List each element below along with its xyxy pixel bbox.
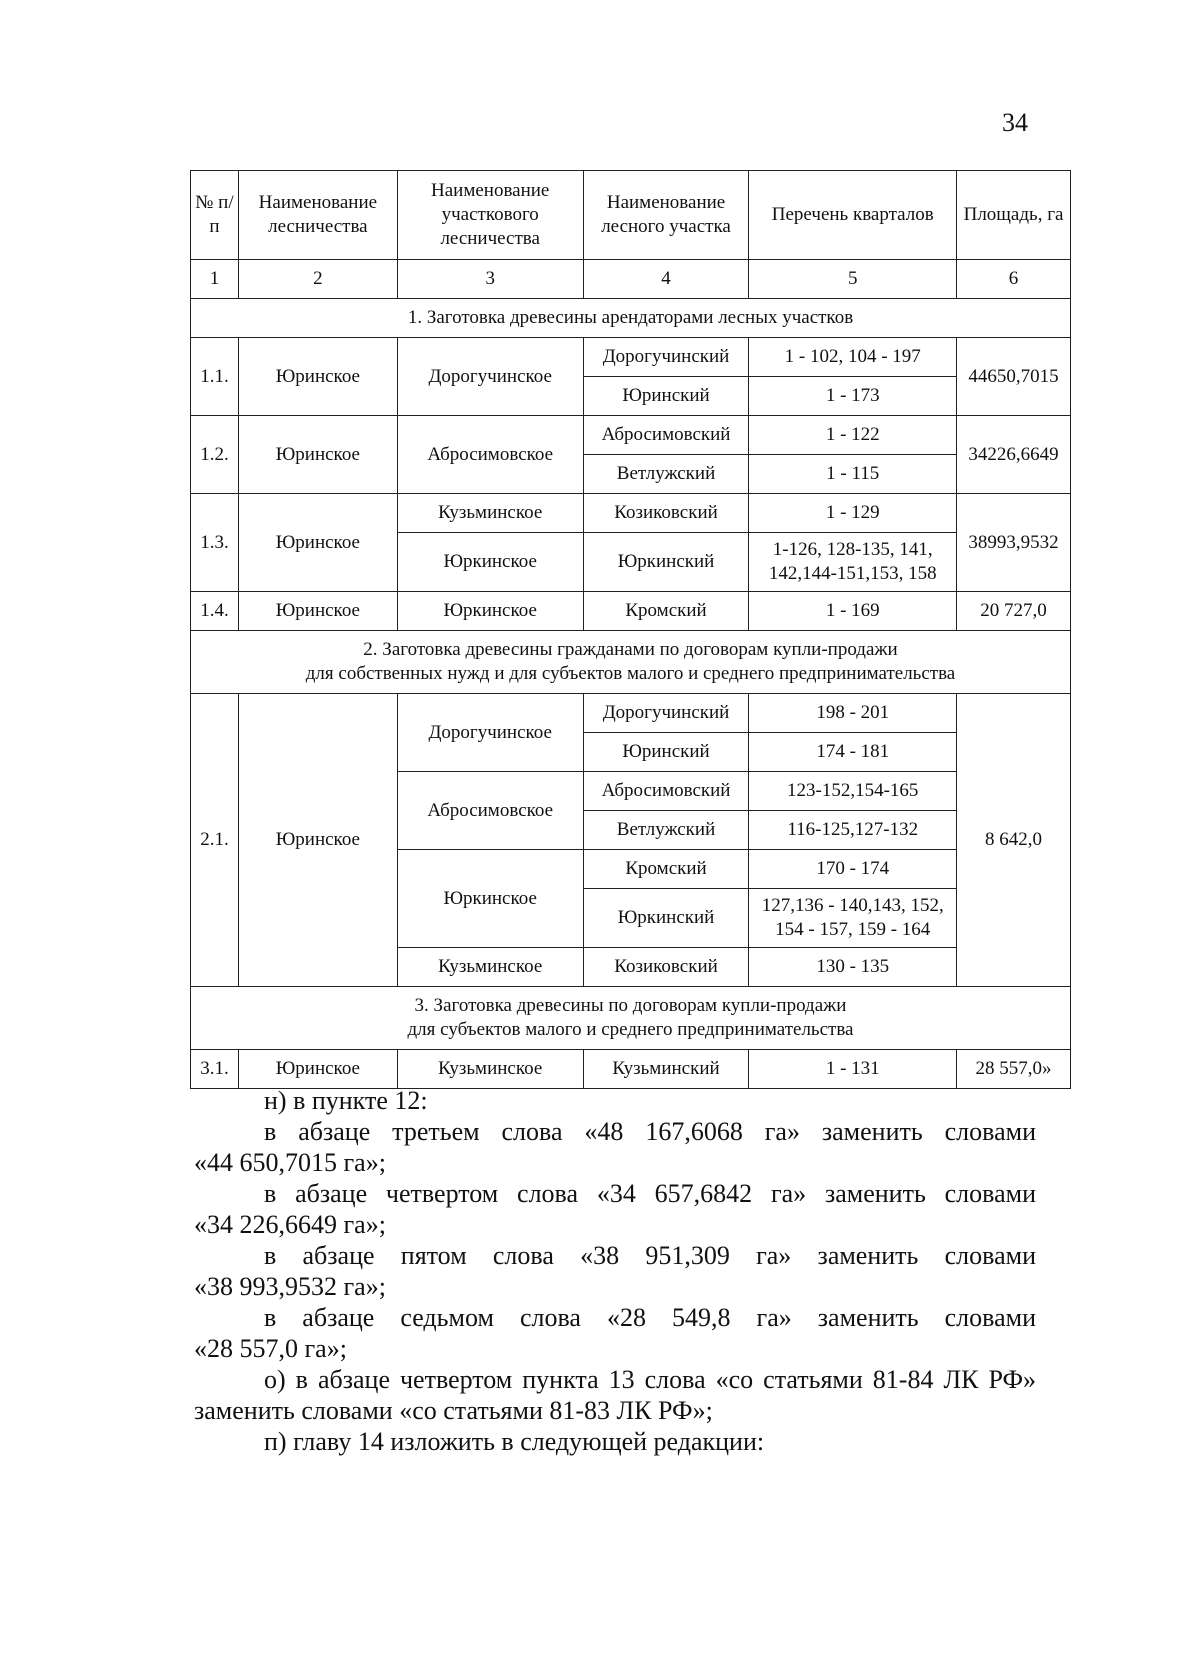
table-row	[191, 494, 1071, 533]
text-line: н) в пункте 12:	[264, 1086, 428, 1115]
quarters-line: 1-126, 128-135, 141,	[772, 539, 933, 560]
district-forestry-name: Абросимовское	[397, 772, 583, 850]
area-value: 20 727,0	[957, 592, 1071, 631]
area-value: 8 642,0	[957, 694, 1071, 987]
table-row	[191, 338, 1071, 377]
header-cell: Наименование лесного участка	[583, 171, 749, 260]
forest-plot-name: Юринский	[583, 733, 749, 772]
forestry-name: Юринское	[238, 338, 397, 416]
quarters-list: 130 - 135	[749, 948, 957, 987]
table-row	[191, 694, 1071, 733]
text-line: п) главу 14 изложить в следующей редакции:	[264, 1427, 765, 1456]
section-heading-row	[191, 299, 1071, 338]
area-value: 44650,7015	[957, 338, 1071, 416]
area-value: 38993,9532	[957, 494, 1071, 592]
quarters-list: 170 - 174	[749, 850, 957, 889]
district-forestry-name: Кузьминское	[397, 948, 583, 987]
district-forestry-name: Юркинское	[397, 850, 583, 948]
district-forestry-name: Дорогучинское	[397, 694, 583, 772]
quarters-list: 116-125,127-132	[749, 811, 957, 850]
forest-plot-name: Абросимовский	[583, 772, 749, 811]
quarters-line: 127,136 - 140,143, 152,	[761, 895, 944, 916]
row-number: 1.3.	[191, 494, 239, 592]
column-number: 5	[749, 260, 957, 299]
quarters-list	[749, 889, 957, 948]
table-header-row	[191, 171, 1071, 260]
table-row	[191, 592, 1071, 631]
district-forestry-name: Юркинское	[397, 592, 583, 631]
forest-plot-name: Дорогучинский	[583, 338, 749, 377]
column-number-row	[191, 260, 1071, 299]
header-cell: Наименование участкового лесничества	[397, 171, 583, 260]
section-heading-line: для собственных нужд и для субъектов малого и среднего предпринимательства	[305, 663, 956, 684]
forestry-name: Юринское	[238, 1050, 397, 1089]
quarters-list: 123-152,154-165	[749, 772, 957, 811]
text-line: о) в абзаце четвертом пункта 13 слова «со статьями 81-84 ЛК РФ»	[264, 1365, 1036, 1394]
forest-plot-name: Юринский	[583, 377, 749, 416]
forestry-name: Юринское	[238, 694, 397, 987]
column-number: 2	[238, 260, 397, 299]
text-line: заменить словами «со статьями 81-83 ЛК РФ»;	[194, 1396, 713, 1425]
quarters-list: 1 - 131	[749, 1050, 957, 1089]
column-number: 6	[957, 260, 1071, 299]
forest-plot-name: Юркинский	[583, 533, 749, 592]
row-number: 1.1.	[191, 338, 239, 416]
quarters-list: 1 - 115	[749, 455, 957, 494]
amendment-text	[194, 1085, 1036, 1457]
forest-plot-name: Козиковский	[583, 494, 749, 533]
text-line: в абзаце седьмом слова «28 549,8 га» заменить словами	[264, 1303, 1036, 1332]
forest-plot-name: Ветлужский	[583, 455, 749, 494]
section-heading-line: 2. Заготовка древесины гражданами по договорам купли-продажи	[363, 639, 898, 660]
district-forestry-name: Кузьминское	[397, 1050, 583, 1089]
text-line: в абзаце пятом слова «38 951,309 га» заменить словами	[264, 1241, 1036, 1270]
column-number: 3	[397, 260, 583, 299]
section-heading-2	[191, 631, 1071, 694]
text-line: в абзаце третьем слова «48 167,6068 га» заменить словами	[264, 1117, 1036, 1146]
forest-plot-name: Абросимовский	[583, 416, 749, 455]
quarters-list: 1 - 122	[749, 416, 957, 455]
quarters-list: 174 - 181	[749, 733, 957, 772]
text-line: «44 650,7015 га»;	[194, 1148, 386, 1177]
forestry-name: Юринское	[238, 416, 397, 494]
page-number: 34	[1002, 108, 1028, 137]
column-number: 4	[583, 260, 749, 299]
quarters-list: 1 - 102, 104 - 197	[749, 338, 957, 377]
quarters-list: 1 - 129	[749, 494, 957, 533]
quarters-list: 1 - 169	[749, 592, 957, 631]
section-heading-row	[191, 631, 1071, 694]
row-number: 3.1.	[191, 1050, 239, 1089]
text-line: «34 226,6649 га»;	[194, 1210, 386, 1239]
forestry-name: Юринское	[238, 494, 397, 592]
table-row	[191, 1050, 1071, 1089]
area-value: 34226,6649	[957, 416, 1071, 494]
forest-plots-table	[190, 170, 1071, 1089]
forest-plot-name: Кромский	[583, 850, 749, 889]
text-line: «38 993,9532 га»;	[194, 1272, 386, 1301]
district-forestry-name: Юркинское	[397, 533, 583, 592]
district-forestry-name: Абросимовское	[397, 416, 583, 494]
row-number: 1.4.	[191, 592, 239, 631]
forest-plot-name: Ветлужский	[583, 811, 749, 850]
header-cell: № п/п	[191, 171, 239, 260]
text-line: в абзаце четвертом слова «34 657,6842 га» заменить словами	[264, 1179, 1036, 1208]
forest-plot-name: Юркинский	[583, 889, 749, 948]
quarters-list	[749, 533, 957, 592]
quarters-line: 142,144-151,153, 158	[768, 563, 937, 584]
quarters-line: 154 - 157, 159 - 164	[775, 919, 931, 940]
quarters-list: 1 - 173	[749, 377, 957, 416]
text-line: «28 557,0 га»;	[194, 1334, 347, 1363]
header-cell: Наименование лесничества	[238, 171, 397, 260]
row-number: 2.1.	[191, 694, 239, 987]
table-row	[191, 416, 1071, 455]
row-number: 1.2.	[191, 416, 239, 494]
section-heading-1: 1. Заготовка древесины арендаторами лесных участков	[191, 299, 1071, 338]
forestry-name: Юринское	[238, 592, 397, 631]
section-heading-3	[191, 987, 1071, 1050]
header-cell: Перечень кварталов	[749, 171, 957, 260]
forest-plot-name: Дорогучинский	[583, 694, 749, 733]
section-heading-row	[191, 987, 1071, 1050]
forest-plot-name: Кромский	[583, 592, 749, 631]
district-forestry-name: Дорогучинское	[397, 338, 583, 416]
forest-plot-name: Козиковский	[583, 948, 749, 987]
district-forestry-name: Кузьминское	[397, 494, 583, 533]
header-cell: Площадь, га	[957, 171, 1071, 260]
quarters-list: 198 - 201	[749, 694, 957, 733]
area-value: 28 557,0»	[957, 1050, 1071, 1089]
section-heading-line: 3. Заготовка древесины по договорам купли-продажи	[414, 995, 847, 1016]
forest-plot-name: Кузьминский	[583, 1050, 749, 1089]
column-number: 1	[191, 260, 239, 299]
section-heading-line: для субъектов малого и среднего предпринимательства	[407, 1019, 854, 1040]
